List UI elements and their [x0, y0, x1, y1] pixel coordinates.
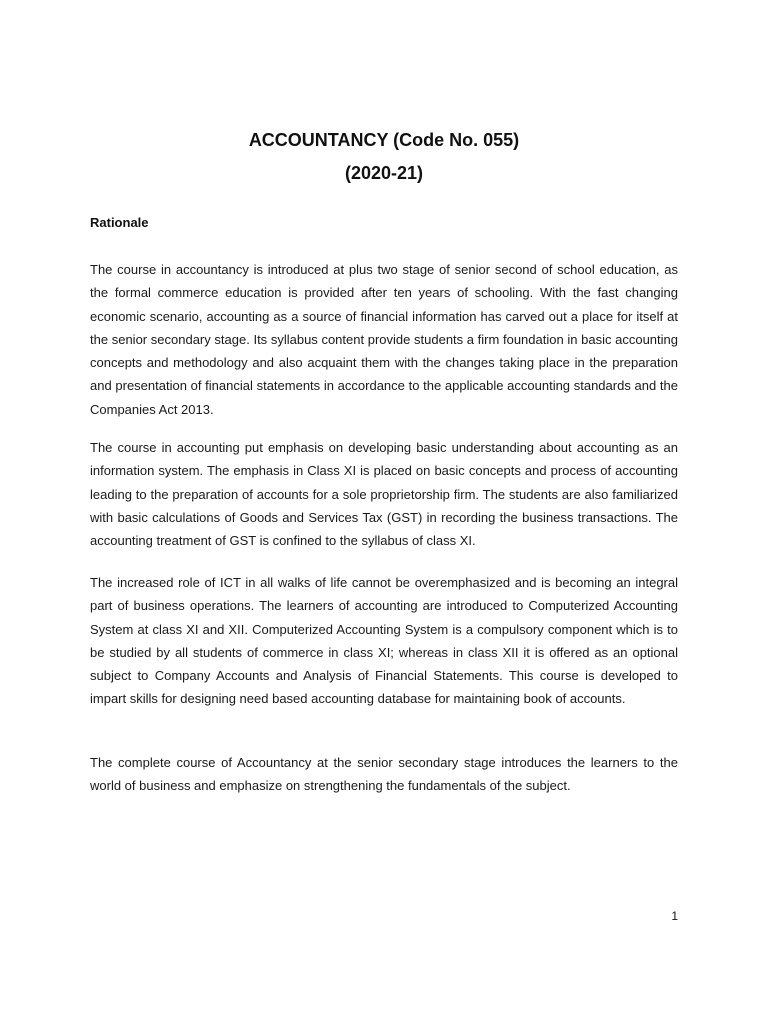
- paragraph-3: The increased role of ICT in all walks of life cannot be overemphasized and is becoming an integral part of business operations. The learners of accounting are introduced to Computerized Accounting System at class XI and XII. Computerized Accounting System is a compulsory component which is to be studied by all students of commerce in class XI; whereas in class XII it is offered as an optional subject to Company Accounts and Analysis of Financial Statements. This course is developed to impart skills for designing need based accounting database for maintaining book of accounts.: [90, 575, 678, 707]
- document-year: (2020-21): [344, 163, 424, 183]
- page-number: 1: [671, 909, 678, 923]
- document-title: ACCOUNTANCY (Code No. 055): [248, 130, 520, 150]
- paragraph-4: The complete course of Accountancy at the senior secondary stage introduces the learners to the world of business and emphasize on strengthening the fundamentals of the subject.: [90, 755, 678, 794]
- paragraph-2: The course in accounting put emphasis on developing basic understanding about accounting as an information system. The emphasis in Class XI is placed on basic concepts and process of accounting leading to the preparation of accounts for a sole proprietorship firm. The students are also familiarized with basic calculations of Goods and Services Tax (GST) in recording the business transactions. The accounting treatment of GST is confined to the syllabus of class XI.: [90, 440, 678, 549]
- section-heading-rationale: Rationale: [90, 215, 149, 230]
- paragraph-1: The course in accountancy is introduced at plus two stage of senior second of school education, as the formal commerce education is provided after ten years of schooling. With the fast changing economic scenario, accounting as a source of financial information has carved out a place for itself at the senior secondary stage. Its syllabus content provide students a firm foundation in basic accounting concepts and methodology and also acquaint them with the changes taking place in the preparation and presentation of financial statements in accordance to the applicable accounting standards and the Companies Act 2013.: [90, 262, 678, 417]
